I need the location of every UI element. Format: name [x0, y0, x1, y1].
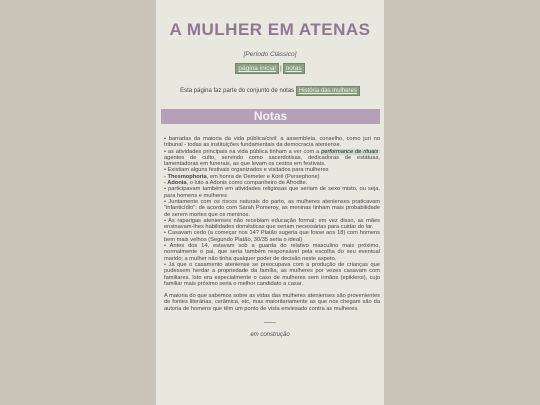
intro-text: Esta página faz parte do conjunto de notas: [180, 88, 295, 94]
page-title: A MULHER EM ATENAS: [169, 20, 371, 39]
period-subtitle: [Período Clássico]: [243, 51, 297, 58]
note-text: , o luto a Adonis como companheiro de Afrodite.: [186, 180, 308, 187]
note-text: : agentes de culto, servindo como sacerdotisas, dedicadoras de estátuas, lamentadoras em funerais, as que levam os cestos em festivais.: [164, 148, 380, 168]
note-text: , em honra de Demeter e Korê (Persephone): [206, 173, 320, 180]
note-item: • Já que o casamento ateniense se preocupava com a produção de crianças que pudessem herdar a propriedade da família, as mulheres por vezes casavam com familiares. Isto era especialmente o caso de mulheres sem irmãos (epikleroi), cujo familiar mais próximo seria o melhor candidato a casar.: [164, 261, 380, 287]
note-item: [164, 149, 380, 168]
note-item: • Casavam cedo (a começar nos 14? Platão sugeria que fosse aos 18) com homens bem mais velhos (Segundo Platão, 30/35 seria o ideal): [164, 230, 380, 243]
note-item: • Juntamente com os riscos naturais do parto, as mulheres atenienses praticavam "infanticídio": de acordo com Sarah Pomeroy, as meninas tinham mais probabilidade de serem mortes que os meninos.: [164, 198, 380, 218]
festival-name: - Thesmophoria: [164, 173, 207, 180]
summary-paragraph: A maioria do que sabemos sobre as vidas das mulheres atenienses são provenientes de fontes literárias, cerâmica, etc, mas maioritariamente as que nos chegam são da autoria de homens que têm um ponto de vista enviesado contra as mulheres.: [164, 293, 380, 312]
home-link[interactable]: página inicial: [235, 63, 279, 74]
notes-link[interactable]: notas: [283, 63, 305, 74]
intro-line: [156, 86, 384, 96]
page-column: [156, 0, 384, 405]
festival-name: - Adonia: [164, 180, 187, 187]
note-text: • as atividades principais na vida pública tinham a ver com a: [164, 148, 320, 155]
note-item: • As raparigas atenienses não recebiam educação formal; em vez disso, as mães ensinavam-lhes habilidades domésticas que seriam necessárias para cuidar do lar.: [164, 217, 380, 231]
womens-history-link[interactable]: História das mulheres: [296, 86, 360, 96]
status-text: em construção: [250, 332, 290, 339]
note-item: • Existiam alguns festivais organizados e visitados para mulheres: [164, 167, 329, 174]
nav-bar: [156, 63, 384, 74]
highlighted-term: performance de rituais: [321, 148, 379, 155]
note-item: • barradas da maioria da vida pública/civil: a assembleia, conselho, como juri no tribunal - todas as instituições fundamentais da democracia ateniense.: [164, 136, 380, 149]
section-header: Notas: [161, 109, 380, 124]
notes-content: [164, 136, 380, 312]
nav-separator: |: [279, 65, 282, 72]
footer-divider: ——: [264, 320, 276, 327]
note-item: • participavam também em atividades religiosas que seriam de sexo misto, ou seja, para homens e mulheres: [164, 186, 380, 199]
note-item: • Antes dos 14, estavam sob a guarda do relativo masculino mais próximo, normalmente o pai, que seria também responsável pela escolha do seu eventual marido; a mulher não tinha qualquer poder de decisão neste aspeto.: [164, 243, 380, 262]
